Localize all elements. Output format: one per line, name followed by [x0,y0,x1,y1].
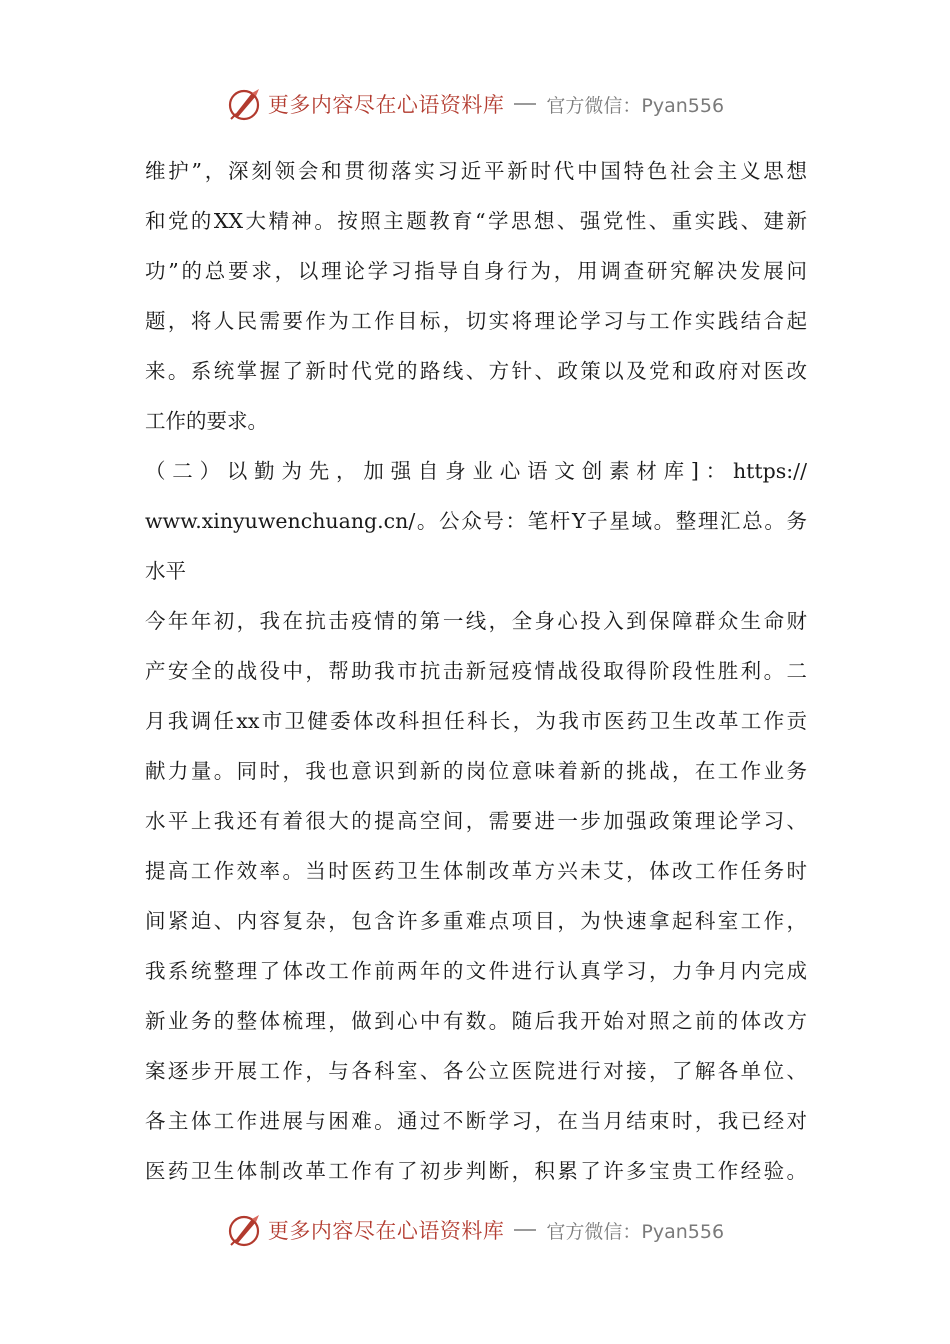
banner-dash [514,1229,536,1231]
text-line: 各主体工作进展与困难。通过不断学习，在当月结束时，我已经对 [145,1109,807,1133]
header-watermark [0,84,950,124]
text-line: 新业务的整体梳理，做到心中有数。随后我开始对照之前的体改方 [145,1009,807,1033]
text-line: 和党的XX大精神。按照主题教育“学思想、强党性、重实践、建新 [145,209,807,233]
text-line: 维护”，深刻领会和贯彻落实习近平新时代中国特色社会主义思想 [145,159,807,183]
text-line: 献力量。同时，我也意识到新的岗位意味着新的挑战，在工作业务 [145,759,807,783]
text-line: 题，将人民需要作为工作目标，切实将理论学习与工作实践结合起 [145,309,807,333]
text-line: www.xinyuwenchuang.cn/。公众号：笔杆Y子星域。整理汇总。务 [145,509,807,533]
document-body [145,146,807,1196]
banner-dash [514,103,536,105]
wechat-text: 官方微信：Pyan556 [546,94,725,117]
text-line: 来。系统掌握了新时代党的路线、方针、政策以及党和政府对医改 [145,359,807,383]
footer-watermark [0,1210,950,1250]
text-line: 工作的要求。 [145,409,268,433]
wechat-text: 官方微信：Pyan556 [546,1220,725,1243]
quill-pen-logo-icon [226,1212,262,1248]
text-line: 案逐步开展工作，与各科室、各公立医院进行对接，了解各单位、 [145,1059,807,1083]
text-line: 产安全的战役中，帮助我市抗击新冠疫情战役取得阶段性胜利。二 [145,659,807,683]
section-heading: （二）以勤为先，加强自身业心语文创素材库]：https:// [145,459,807,483]
text-line: 间紧迫、内容复杂，包含许多重难点项目，为快速拿起科室工作， [145,909,807,933]
text-line: 水平上我还有着很大的提高空间，需要进一步加强政策理论学习、 [145,809,807,833]
text-line: 医药卫生体制改革工作有了初步判断，积累了许多宝贵工作经验。 [145,1159,807,1183]
text-line: 功”的总要求，以理论学习指导自身行为，用调查研究解决发展问 [145,259,807,283]
text-line: 水平 [145,559,186,583]
text-line: 提高工作效率。当时医药卫生体制改革方兴未艾，体改工作任务时 [145,859,807,883]
brand-text: 更多内容尽在心语资料库 [267,1219,505,1243]
text-line: 我系统整理了体改工作前两年的文件进行认真学习，力争月内完成 [145,959,807,983]
text-line: 月我调任xx市卫健委体改科担任科长，为我市医药卫生改革工作贡 [145,709,807,733]
brand-text: 更多内容尽在心语资料库 [267,93,505,117]
quill-pen-logo-icon [226,86,262,122]
text-line: 今年年初，我在抗击疫情的第一线，全身心投入到保障群众生命财 [145,609,807,633]
